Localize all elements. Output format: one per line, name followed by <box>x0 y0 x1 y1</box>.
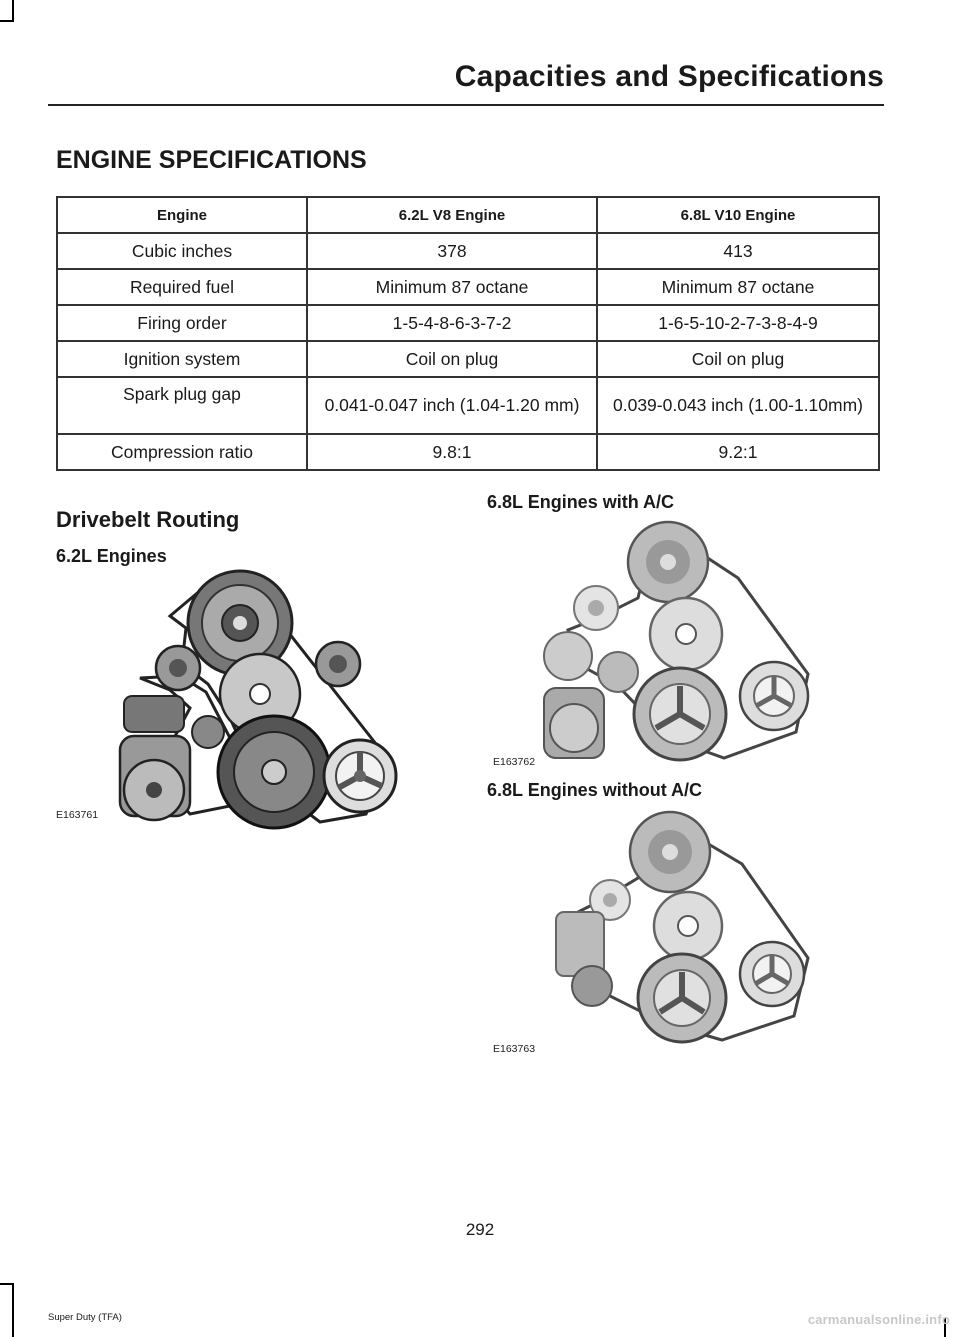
table-row <box>57 233 879 269</box>
page-number: 292 <box>465 1220 495 1239</box>
table-cell: Compression ratio <box>57 434 307 470</box>
figure-heading-68l-ac: 6.8L Engines with A/C <box>487 492 675 512</box>
crop-mark <box>12 1283 14 1337</box>
page-header-title: Capacities and Specifications <box>454 60 884 93</box>
drivebelt-diagram-68l-no-ac <box>546 808 814 1048</box>
table-cell: Ignition system <box>57 341 307 377</box>
figure-code: E163761 <box>56 809 99 821</box>
drivebelt-diagram-62l <box>110 568 410 830</box>
table-cell: 9.2:1 <box>597 434 879 470</box>
crop-mark <box>0 1283 14 1285</box>
table-cell: 1-5-4-8-6-3-7-2 <box>307 305 597 341</box>
table-header-cell: Engine <box>57 197 307 233</box>
figure-code: E163763 <box>493 1043 536 1055</box>
table-row <box>57 269 879 305</box>
figure-heading-68l-no-ac: 6.8L Engines without A/C <box>487 780 703 800</box>
crop-mark <box>0 20 14 22</box>
footer-watermark: carmanualsonline.info <box>807 1312 950 1327</box>
table-row <box>57 377 879 434</box>
table-cell: 9.8:1 <box>307 434 597 470</box>
figure-code: E163762 <box>493 756 536 768</box>
table-cell: Spark plug gap <box>57 377 307 434</box>
table-row <box>57 434 879 470</box>
crop-mark <box>12 0 14 22</box>
table-cell: 1-6-5-10-2-7-3-8-4-9 <box>597 305 879 341</box>
table-row <box>57 341 879 377</box>
table-header-cell: 6.2L V8 Engine <box>307 197 597 233</box>
table-cell: Cubic inches <box>57 233 307 269</box>
section-title: ENGINE SPECIFICATIONS <box>56 146 367 174</box>
table-cell: Minimum 87 octane <box>597 269 879 305</box>
footer-vehicle: Super Duty (TFA) <box>48 1312 122 1323</box>
table-cell: 0.041-0.047 inch (1.04-1.20 mm) <box>307 377 597 434</box>
table-cell: Required fuel <box>57 269 307 305</box>
table-header-cell: 6.8L V10 Engine <box>597 197 879 233</box>
table-header-row <box>57 197 879 233</box>
drivebelt-routing-title: Drivebelt Routing <box>56 507 240 532</box>
table-cell: Coil on plug <box>597 341 879 377</box>
table-row <box>57 305 879 341</box>
table-cell: Minimum 87 octane <box>307 269 597 305</box>
table-cell: 0.039-0.043 inch (1.00-1.10mm) <box>597 377 879 434</box>
table-cell: Coil on plug <box>307 341 597 377</box>
table-cell: 413 <box>597 233 879 269</box>
figure-heading-62l: 6.2L Engines <box>56 546 167 566</box>
header-rule <box>48 104 884 106</box>
table-cell: 378 <box>307 233 597 269</box>
engine-spec-table <box>56 196 880 471</box>
table-cell: Firing order <box>57 305 307 341</box>
drivebelt-diagram-68l-ac <box>538 518 818 766</box>
